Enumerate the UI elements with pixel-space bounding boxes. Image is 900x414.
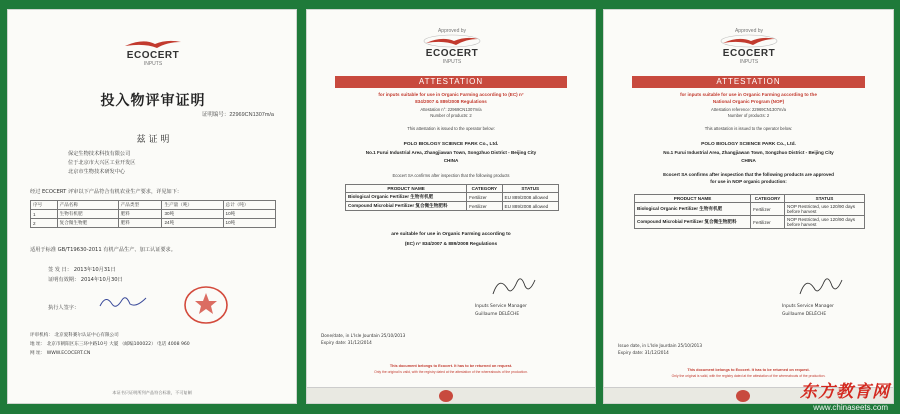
table-cell: 1 xyxy=(31,210,58,219)
table-cell: 2 xyxy=(31,219,58,228)
contact-line: 地 址： 北京市朝阳区东三环中路10号 大厦 （邮编100022） 电话 4008 960 xyxy=(30,342,190,347)
suitable-text: are suitable for use in Organic Farming according to xyxy=(391,232,511,237)
table-cell: 生物有机肥 xyxy=(57,210,118,219)
table-cell: 产品类型 xyxy=(118,201,162,210)
table-cell: 10吨 xyxy=(223,210,275,219)
company-address: No.1 Furui Industrial Area, Zhangjiawan Town, Songzhuo District - Beijing City xyxy=(663,150,834,155)
table-cell: Biological Organic Fertilizer 生物有机肥 xyxy=(635,203,751,216)
site-watermark: 东方教育网 xyxy=(800,382,890,402)
table-cell: 肥料 xyxy=(118,210,162,219)
attestation-banner: ATTESTATION xyxy=(335,76,567,88)
logo-subtext: INPUTS xyxy=(442,59,462,65)
table-cell: 24吨 xyxy=(162,219,223,228)
company-name: POLO BIOLOGY SCIENCE PARK Co., Ltd. xyxy=(403,142,499,147)
reference-line: Attestation n°: 22969CN1307m/a xyxy=(420,107,482,112)
ecocert-seal-icon xyxy=(736,390,750,402)
table-cell: CATEGORY xyxy=(751,195,785,203)
table-cell: PRODUCT NAME xyxy=(635,195,751,203)
valid-date: 证明有效期： 2014年10月30日 xyxy=(48,277,123,283)
regulation-line: National Organic Program (NOP) xyxy=(712,99,785,104)
table-row xyxy=(31,210,276,219)
company-line: 位于北京市大兴区工业开发区 xyxy=(68,160,136,166)
footer-text: 本证书只证明所列产品符合标准，不可复制 xyxy=(112,390,192,395)
swallow-icon xyxy=(719,34,779,48)
certificate-chinese xyxy=(7,9,297,404)
confirm-text: for use in NOP organic production: xyxy=(710,179,787,184)
table-cell: EU 889/2008 allowed xyxy=(502,202,558,211)
confirm-text: Ecocert SA confirms after inspection that the following products xyxy=(392,173,510,178)
issue-date: Issue date, in L'Isle Jourdain 25/10/2013 xyxy=(618,343,702,348)
table-cell: Compound Microbial Fertilizer 复合微生物肥料 xyxy=(346,202,467,211)
table-cell: NOP Restricted, use 120/90 days before harvest xyxy=(785,203,865,216)
table-row xyxy=(635,203,865,216)
logo-subtext: INPUTS xyxy=(143,61,163,67)
swallow-icon xyxy=(422,34,482,48)
table-cell: Compound Microbial Fertilizer 复合微生物肥料 xyxy=(635,216,751,229)
contact-line: 评审机构： 北京爱科赛尔认证中心有限公司 xyxy=(30,333,119,338)
table-cell: PRODUCT NAME xyxy=(346,185,467,193)
expiry-date: Expiry date: 31/12/2014 xyxy=(321,340,372,345)
footer-text: This document belongs to Ecocert. It has to be returned on request. xyxy=(687,368,810,372)
table-cell: 肥料 xyxy=(118,219,162,228)
logo-text: ECOCERT xyxy=(722,48,776,59)
table-cell: Fertilizer xyxy=(751,203,785,216)
signer-title: Inputs Service Manager xyxy=(475,304,527,309)
certificate-nop xyxy=(603,9,894,404)
standard-text: 适用于标准 GB/T19630-2011 有机产品生产、加工认证要求。 xyxy=(30,247,176,253)
table-row xyxy=(346,202,559,211)
signer-title: Inputs Service Manager xyxy=(782,304,834,309)
regulation-line: for inputs suitable for use in Organic Farming according to the xyxy=(680,92,817,97)
logo-text: ECOCERT xyxy=(425,48,479,59)
issue-date: Done/date, in L'Isle Jourdain 25/10/2013 xyxy=(321,333,406,338)
table-row xyxy=(31,219,276,228)
issued-to-text: This attestation is issued to the operator below: xyxy=(407,126,495,131)
reference-line: Number of products: 2 xyxy=(430,113,472,118)
company-country: CHINA xyxy=(741,158,756,163)
table-cell: 总计（吨） xyxy=(223,201,275,210)
footer-band xyxy=(307,387,595,403)
signer-name: Guillaume DELÉCHE xyxy=(782,312,827,317)
table-header-row xyxy=(31,201,276,210)
company-line: 保定生物技术科技有限公司 xyxy=(68,151,131,157)
company-line: 北京市生物技术研发中心 xyxy=(68,169,126,175)
table-header-row xyxy=(346,185,559,193)
signature-icon xyxy=(98,292,148,312)
table-cell: 10吨 xyxy=(223,219,275,228)
company-country: CHINA xyxy=(443,158,459,163)
footer-text: This document belongs to Ecocert. It has to be returned on request. xyxy=(389,364,513,368)
logo-text: ECOCERT xyxy=(126,50,180,61)
signature-icon xyxy=(796,272,846,300)
table-cell: 生产量（吨） xyxy=(162,201,223,210)
signer-name: Guillaume DELÉCHE xyxy=(475,312,520,317)
ecocert-logo xyxy=(714,28,784,65)
product-table xyxy=(30,200,276,228)
issued-to-text: This attestation is issued to the operator below: xyxy=(704,126,793,131)
footer-text: Only the original is valid, with the registry dated at the attestation of the whereabouts of the production. xyxy=(374,370,528,374)
confirm-text: Ecocert SA confirms after inspection that the following products are approved xyxy=(663,172,834,177)
certificate-title: 投入物评审证明 xyxy=(100,93,206,109)
table-cell: CATEGORY xyxy=(467,185,502,193)
table-row xyxy=(346,193,559,202)
table-cell: Fertilizer xyxy=(751,216,785,229)
company-seal-icon xyxy=(183,285,229,325)
logo-approved: Approved by xyxy=(734,28,764,34)
ecocert-logo xyxy=(118,38,188,67)
logo-subtext: INPUTS xyxy=(739,59,759,65)
product-table xyxy=(345,184,559,211)
site-watermark-url: www.chinaseets.com xyxy=(813,403,888,412)
table-cell: 复合微生物肥 xyxy=(57,219,118,228)
table-cell: EU 889/2008 allowed xyxy=(502,193,558,202)
regulation-line: 834/2007 & 889/2008 Regulations xyxy=(415,99,487,104)
table-row xyxy=(635,216,865,229)
signature-icon xyxy=(489,272,539,300)
footer-text: Only the original is valid, with the registry dated at the attestation of the whereabouts of the production. xyxy=(671,374,826,378)
certificate-number: 证明编号：22969CN1307m/a xyxy=(201,112,274,118)
certificate-heading: 兹 证 明 xyxy=(136,135,170,145)
company-address: No.1 Furui Industrial Area, Zhangjiawan Town, Songzhuo District - Beijing City xyxy=(365,150,537,155)
suitable-text: (EC) n° 834/2007 & 889/2008 Regulations xyxy=(404,242,498,247)
signer-label: 执行人签字： xyxy=(48,305,80,311)
table-cell: 序号 xyxy=(31,201,58,210)
logo-approved: Approved by xyxy=(437,28,467,34)
reference-line: Attestation reference: 22969CN1307m/a xyxy=(711,107,786,112)
table-cell: Fertilizer xyxy=(467,193,502,202)
table-cell: 产品名称 xyxy=(57,201,118,210)
table-cell: NOP Restricted, use 120/90 days before harvest xyxy=(785,216,865,229)
regulation-line: for inputs suitable for use in Organic Farming according to (EC) n° xyxy=(378,92,524,97)
swallow-icon xyxy=(123,38,183,50)
table-cell: Biological Organic Fertilizer 生物有机肥 xyxy=(346,193,467,202)
product-table xyxy=(634,194,865,229)
expiry-date: Expiry date: 31/12/2014 xyxy=(618,350,669,355)
contact-line: 网 址： WWW.ECOCERT.CN xyxy=(30,351,91,356)
company-name: POLO BIOLOGY SCIENCE PARK Co., Ltd. xyxy=(701,142,796,147)
table-cell: STATUS xyxy=(502,185,558,193)
ecocert-logo xyxy=(417,28,487,65)
table-header-row xyxy=(635,195,865,203)
attestation-banner: ATTESTATION xyxy=(632,76,865,88)
reference-line: Number of products: 2 xyxy=(727,113,770,118)
intro-text: 经过 ECOCERT 评审以下产品符合有机农业生产要求，详见如下： xyxy=(30,189,183,195)
table-cell: 30吨 xyxy=(162,210,223,219)
table-cell: Fertilizer xyxy=(467,202,502,211)
issue-date: 签 发 日： 2013年10月31日 xyxy=(48,267,116,273)
table-cell: STATUS xyxy=(785,195,865,203)
ecocert-seal-icon xyxy=(439,390,453,402)
certificate-eu xyxy=(306,9,596,404)
